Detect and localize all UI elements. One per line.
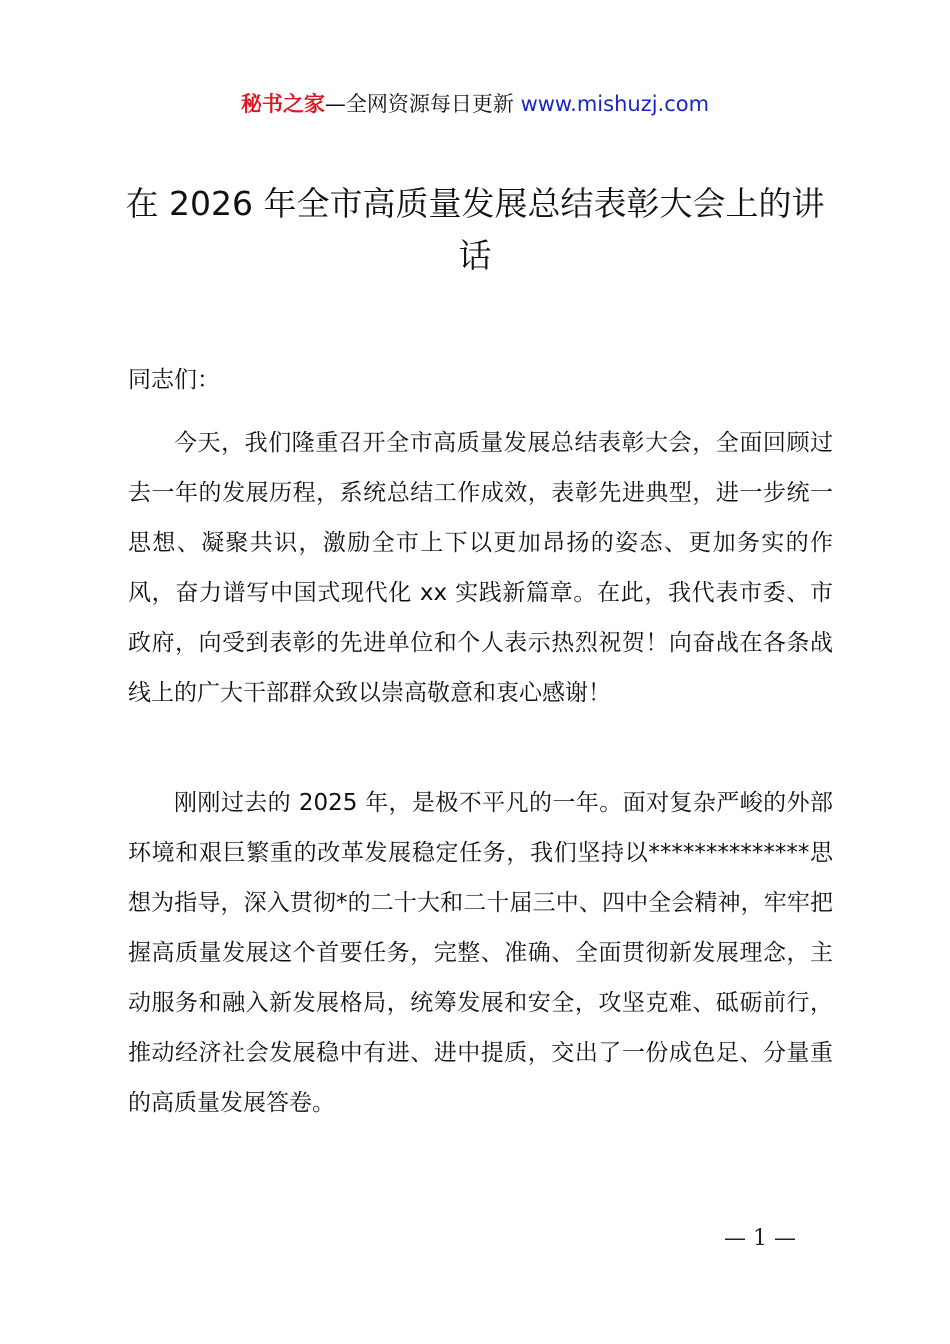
page-number: — 1 —	[724, 1226, 796, 1251]
salutation: 同志们：	[128, 367, 220, 393]
brand-name: 秘书之家	[240, 92, 325, 116]
site-header	[0, 88, 950, 120]
document-title: 在 2026 年全市高质量发展总结表彰大会上的讲话	[125, 184, 825, 275]
paragraph-1: 今天，我们隆重召开全市高质量发展总结表彰大会，全面回顾过去一年的发展历程，系统总结工作成效，表彰先进典型，进一步统一思想、凝聚共识，激励全市上下以更加昂扬的姿态、更加务实的作风，奋力谱写中国式现代化 xx 实践新篇章。在此，我代表市委、市政府，向受到表彰的先进单位和个人表示热烈祝贺！向奋战在各条战线上的广大干部群众致以崇高敬意和衷心感谢！	[128, 430, 833, 706]
header-tagline: —全网资源每日更新	[324, 92, 514, 116]
paragraph-2: 刚刚过去的 2025 年，是极不平凡的一年。面对复杂严峻的外部环境和艰巨繁重的改革发展稳定任务，我们坚持以**************思想为指导，深入贯彻*的二十大和二十届三中、四中全会精神，牢牢把握高质量发展这个首要任务，完整、准确、全面贯彻新发展理念，主动服务和融入新发展格局，统筹发展和安全，攻坚克难、砥砺前行，推动经济社会发展稳中有进、进中提质，交出了一份成色足、分量重的高质量发展答卷。	[128, 790, 833, 1116]
site-url-link[interactable]: www.mishuzj.com	[520, 92, 710, 116]
